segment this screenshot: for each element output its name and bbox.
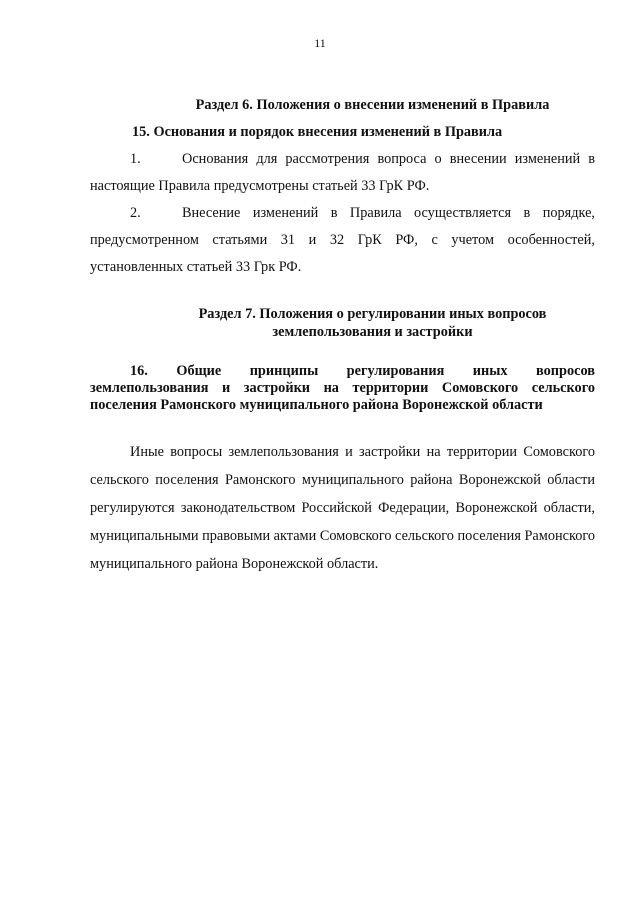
article-16-title-line-1: 16. Общие принципы регулирования иных вопросов [130, 363, 595, 379]
article-16-title [90, 363, 595, 414]
document-body [90, 92, 595, 578]
section-6-title: Раздел 6. Положения о внесении изменений в Правила [195, 97, 550, 113]
item-number: 2. [130, 205, 141, 221]
item-number: 1. [130, 151, 141, 167]
article-15-item-1 [90, 146, 595, 200]
article-16-title-line-3: поселения Рамонского муниципального района Воронежской области [90, 397, 543, 413]
article-15-title: 15. Основания и порядок внесения изменений в Правила [132, 124, 503, 140]
section-7-title-line-2: землепользования и застройки [272, 324, 473, 340]
article-16-title-line-2: землепользования и застройки на территории Сомовского сельского [90, 380, 595, 396]
section-7-title [90, 305, 595, 341]
item-text: Внесение изменений в Правила осуществляется в порядке, предусмотренном статьями 31 и 32 ГрК РФ, с учетом особенностей, установленных статьей 33 Грк РФ. [90, 205, 595, 275]
section-7-title-line-1: Раздел 7. Положения о регулировании иных вопросов [198, 306, 547, 322]
page-number: 11 [314, 36, 326, 50]
item-text: Основания для рассмотрения вопроса о внесении изменений в настоящие Правила предусмотрены статьей 33 ГрК РФ. [90, 151, 595, 194]
article-15-item-2 [90, 200, 595, 281]
article-16-body: Иные вопросы землепользования и застройки на территории Сомовского сельского поселения Рамонского муниципального района Воронежской области регулируются законодательством Российской Федерации, Воронежской области, муниципальными правовыми актами Сомовского сельского поселения Рамонского муниципального района Воронежской области. [90, 444, 595, 572]
